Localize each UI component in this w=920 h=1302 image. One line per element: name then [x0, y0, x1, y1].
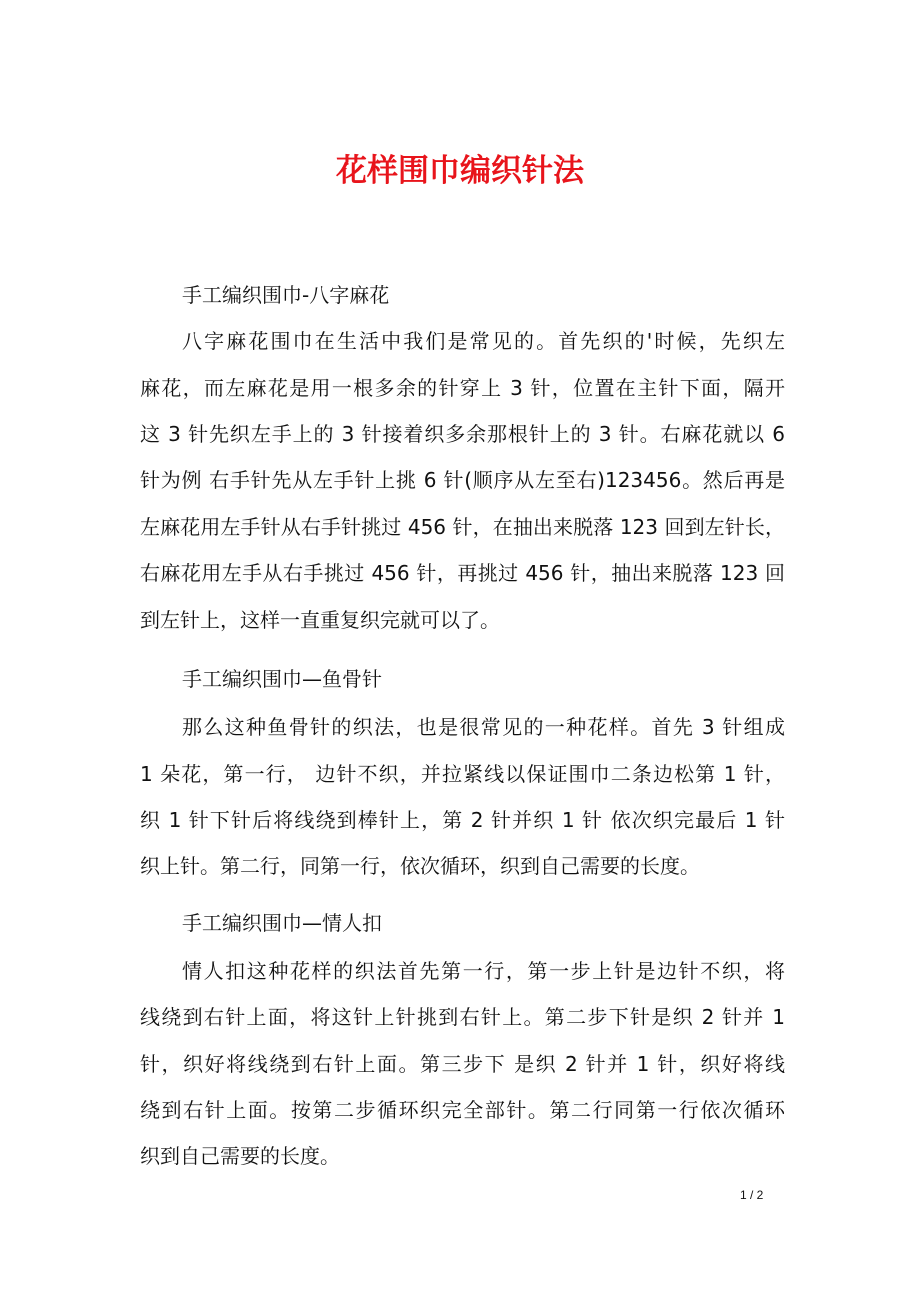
- paragraph-line: 线绕到右针上面，将这针上针挑到右针上。第二步下针是织 2 针并 1: [140, 1005, 785, 1029]
- paragraph-line: 织到自己需要的长度。: [140, 1144, 340, 1168]
- paragraph-line: 麻花，而左麻花是用一根多余的针穿上 3 针，位置在主针下面，隔开: [140, 376, 785, 400]
- paragraph-line: 织 1 针下针后将线绕到棒针上，第 2 针并织 1 针 依次织完最后 1 针: [140, 808, 785, 832]
- paragraph-line: 绕到右针上面。按第二步循环织完全部针。第二行同第一行依次循环: [140, 1098, 785, 1122]
- paragraph-line: 这 3 针先织左手上的 3 针接着织多余那根针上的 3 针。右麻花就以 6: [140, 422, 785, 446]
- paragraph-line: 右麻花用左手从右手挑过 456 针，再挑过 456 针，抽出来脱落 123 回: [140, 561, 785, 585]
- paragraph-line: 情人扣这种花样的织法首先第一行，第一步上针是边针不织，将: [182, 959, 785, 983]
- paragraph-line: 到左针上，这样一直重复织完就可以了。: [140, 608, 500, 632]
- paragraph-line: 1 朵花，第一行， 边针不织，并拉紧线以保证围巾二条边松第 1 针，: [140, 762, 785, 786]
- paragraph-line: 织上针。第二行，同第一行，依次循环，织到自己需要的长度。: [140, 854, 700, 878]
- paragraph-line: 针，织好将线绕到右针上面。第三步下 是织 2 针并 1 针，织好将线: [140, 1052, 785, 1076]
- paragraph-line: 八字麻花围巾在生活中我们是常见的。首先织的'时候，先织左: [182, 329, 785, 353]
- section-heading: 手工编织围巾-八字麻花: [182, 283, 390, 307]
- page-number: 1 / 2: [740, 1188, 764, 1202]
- paragraph-line: 针为例 右手针先从左手针上挑 6 针(顺序从左至右)123456。然后再是: [140, 468, 785, 492]
- section-heading: 手工编织围巾—情人扣: [182, 911, 382, 935]
- paragraph-line: 那么这种鱼骨针的织法，也是很常见的一种花样。首先 3 针组成: [182, 715, 785, 739]
- section-heading: 手工编织围巾—鱼骨针: [182, 667, 382, 691]
- document-title: 花样围巾编织针法: [336, 153, 584, 189]
- paragraph-line: 左麻花用左手针从右手针挑过 456 针，在抽出来脱落 123 回到左针长，: [140, 515, 785, 539]
